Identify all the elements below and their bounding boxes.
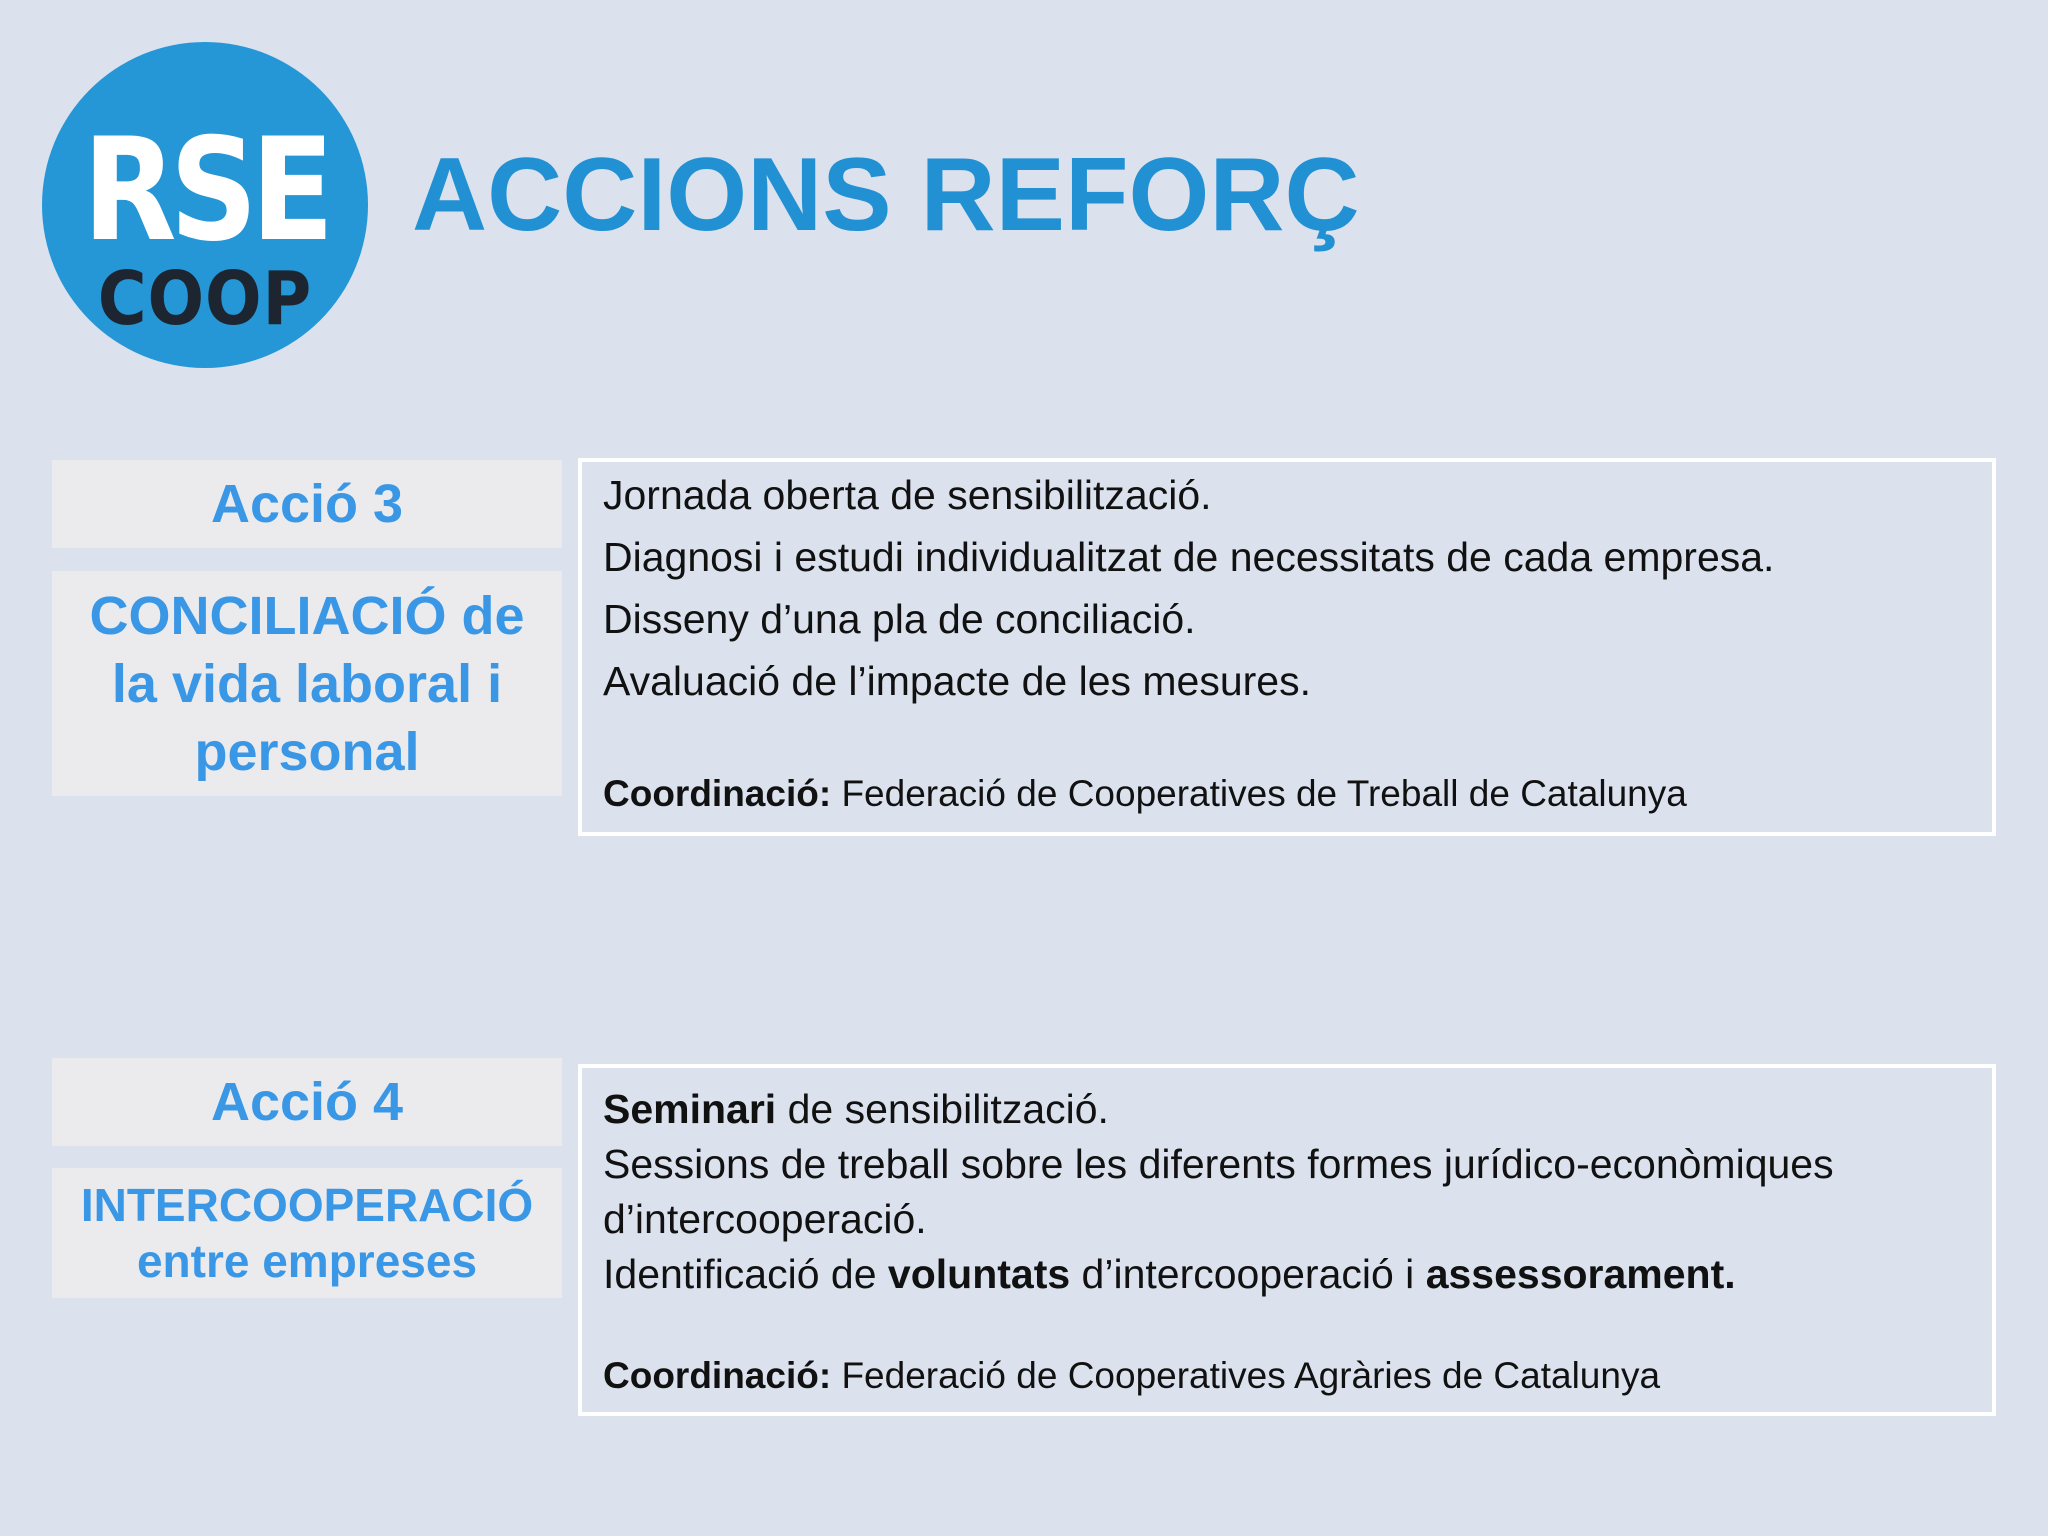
accio-4-line-4-d: assessorament. — [1425, 1251, 1736, 1297]
logo-main-text: RSE — [82, 108, 328, 273]
accio-3-label — [52, 460, 562, 548]
accio-3-line-1: Jornada oberta de sensibilització. — [603, 472, 1212, 518]
accio-3-subject — [52, 571, 562, 796]
accio-4-line-2: Sessions de treball sobre les diferents formes jurídico-econòmiques — [603, 1141, 1834, 1187]
accio-4-coord-label: Coordinació: — [603, 1355, 832, 1396]
accio-3-line-3: Disseny d’una pla de conciliació. — [603, 596, 1196, 642]
accio-4-line-4-a: Identificació de — [603, 1251, 888, 1297]
accio-3-content — [578, 458, 1996, 836]
accio-4-line-4 — [603, 1247, 1992, 1302]
accio-3-coord-label: Coordinació: — [603, 773, 832, 814]
accio-3-label-text: Acció 3 — [210, 474, 404, 534]
accio-3-subject-text: CONCILIACIÓ de la vida laboral i personal — [89, 585, 525, 782]
accio-4-line-1-rest: de sensibilització. — [776, 1086, 1109, 1132]
rse-coop-logo — [42, 42, 368, 368]
accio-4-content — [578, 1064, 1996, 1416]
accio-4-subject — [52, 1168, 562, 1298]
accio-4-label — [52, 1058, 562, 1146]
accio-4-line-3: d’intercooperació. — [603, 1196, 927, 1242]
accio-4-line-4-c: d’intercooperació i — [1070, 1251, 1426, 1297]
page-title: ACCIONS REFORÇ — [412, 137, 1360, 253]
logo-sub-text: COOP — [97, 256, 313, 342]
accio-3-coord-value: Federació de Cooperatives de Treball de Catalunya — [831, 773, 1687, 814]
accio-3-coordination — [603, 772, 1687, 816]
accio-4-line-1 — [603, 1082, 1992, 1137]
accio-4-label-text: Acció 4 — [210, 1072, 404, 1132]
accio-4-subject-text: INTERCOOPERACIÓ entre empreses — [80, 1179, 534, 1287]
accio-4-coord-value: Federació de Cooperatives Agràries de Catalunya — [831, 1355, 1661, 1396]
accio-4-line-1-bold: Seminari — [603, 1086, 777, 1132]
accio-4-line-4-b: voluntats — [887, 1251, 1071, 1297]
accio-3-line-4: Avaluació de l’impacte de les mesures. — [603, 658, 1311, 704]
accio-3-line-2: Diagnosi i estudi individualitzat de necessitats de cada empresa. — [603, 534, 1775, 580]
accio-4-coordination — [603, 1354, 1660, 1398]
